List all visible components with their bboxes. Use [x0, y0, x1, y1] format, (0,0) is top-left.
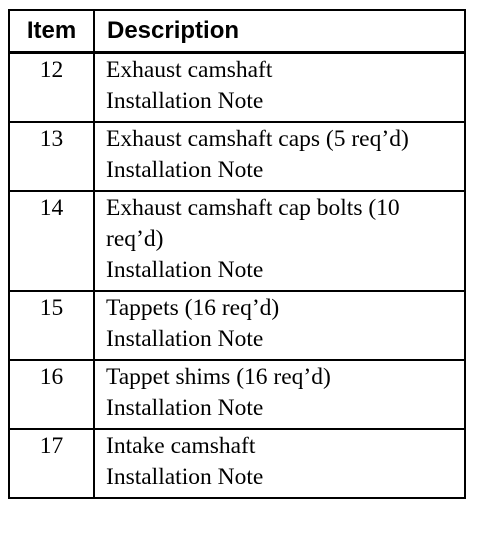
- description-text: Tappets (16 req’d): [106, 295, 280, 321]
- parts-table: [8, 9, 466, 499]
- installation-note: Installation Note: [106, 257, 264, 283]
- installation-note: Installation Note: [106, 157, 264, 183]
- description-cell: [94, 360, 465, 429]
- item-number: 12: [9, 53, 94, 123]
- item-number: 13: [9, 122, 94, 191]
- description-text: Exhaust camshaft caps (5 req’d): [106, 126, 409, 152]
- item-number: 17: [9, 429, 94, 498]
- item-column-header: Item: [9, 10, 94, 53]
- table-row: [9, 360, 465, 429]
- description-column-header: Description: [94, 10, 465, 53]
- description-cell: [94, 122, 465, 191]
- description-text: Intake camshaft: [106, 433, 256, 459]
- installation-note: Installation Note: [106, 88, 264, 114]
- description-cell: [94, 191, 465, 291]
- installation-note: Installation Note: [106, 464, 264, 490]
- description-cell: [94, 429, 465, 498]
- table-row: [9, 191, 465, 291]
- installation-note: Installation Note: [106, 326, 264, 352]
- description-text: Tappet shims (16 req’d): [106, 364, 331, 390]
- description-text: Exhaust camshaft cap bolts (10 req’d): [106, 195, 400, 252]
- item-number: 15: [9, 291, 94, 360]
- item-number: 16: [9, 360, 94, 429]
- table-row: [9, 122, 465, 191]
- description-cell: [94, 53, 465, 123]
- item-number: 14: [9, 191, 94, 291]
- table-row: [9, 291, 465, 360]
- header-row: [9, 10, 465, 53]
- description-text: Exhaust camshaft: [106, 57, 273, 83]
- table-row: [9, 429, 465, 498]
- table-row: [9, 53, 465, 123]
- description-cell: [94, 291, 465, 360]
- installation-note: Installation Note: [106, 395, 264, 421]
